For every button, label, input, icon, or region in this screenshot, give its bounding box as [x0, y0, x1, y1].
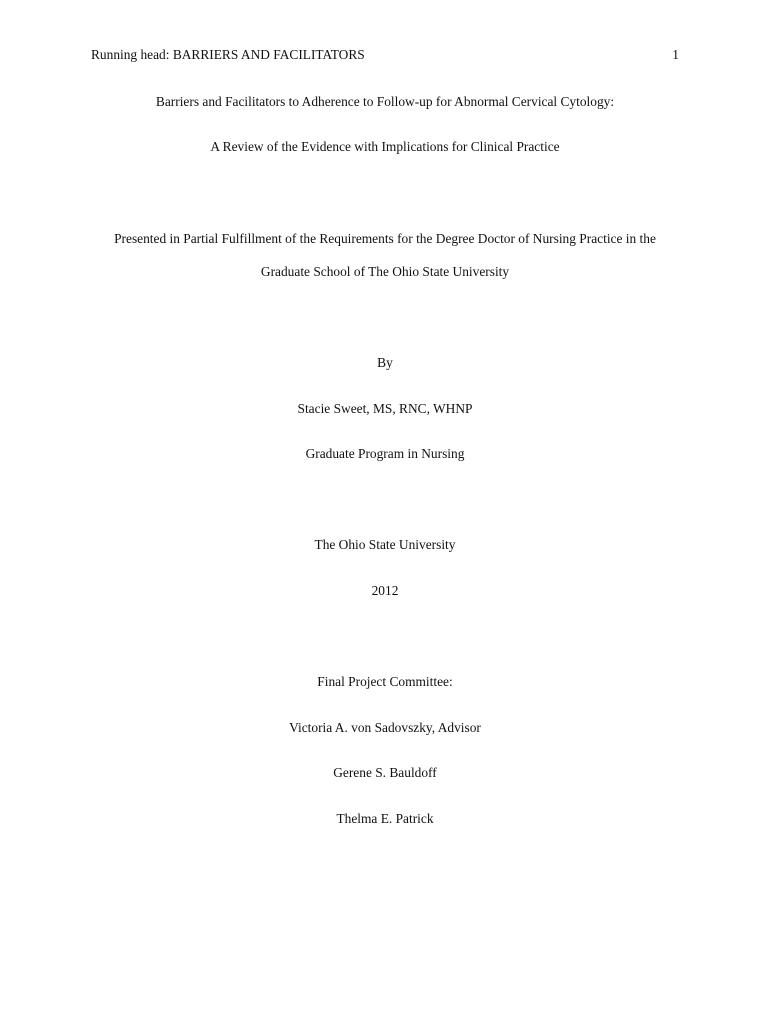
title-line-2: A Review of the Evidence with Implications for Clinical Practice: [210, 139, 560, 154]
committee-member: Thelma E. Patrick: [336, 811, 434, 826]
committee-member: Gerene S. Bauldoff: [333, 765, 437, 780]
committee-heading: Final Project Committee:: [317, 674, 453, 689]
author-name: Stacie Sweet, MS, RNC, WHNP: [297, 401, 473, 416]
fulfillment-line-1: Presented in Partial Fulfillment of the Requirements for the Degree Doctor of Nursing Practice in the: [114, 231, 656, 246]
page-number: 1: [672, 47, 679, 62]
author-program: Graduate Program in Nursing: [305, 446, 465, 461]
institution-name: The Ohio State University: [314, 537, 456, 552]
title-line-1: Barriers and Facilitators to Adherence to Follow-up for Abnormal Cervical Cytology:: [155, 94, 615, 109]
running-head: Running head: BARRIERS AND FACILITATORS: [91, 47, 365, 62]
committee-member-advisor: Victoria A. von Sadovszky, Advisor: [289, 720, 481, 735]
fulfillment-line-2: Graduate School of The Ohio State University: [260, 264, 510, 279]
by-label: By: [377, 355, 393, 370]
institution-year: 2012: [371, 583, 399, 598]
